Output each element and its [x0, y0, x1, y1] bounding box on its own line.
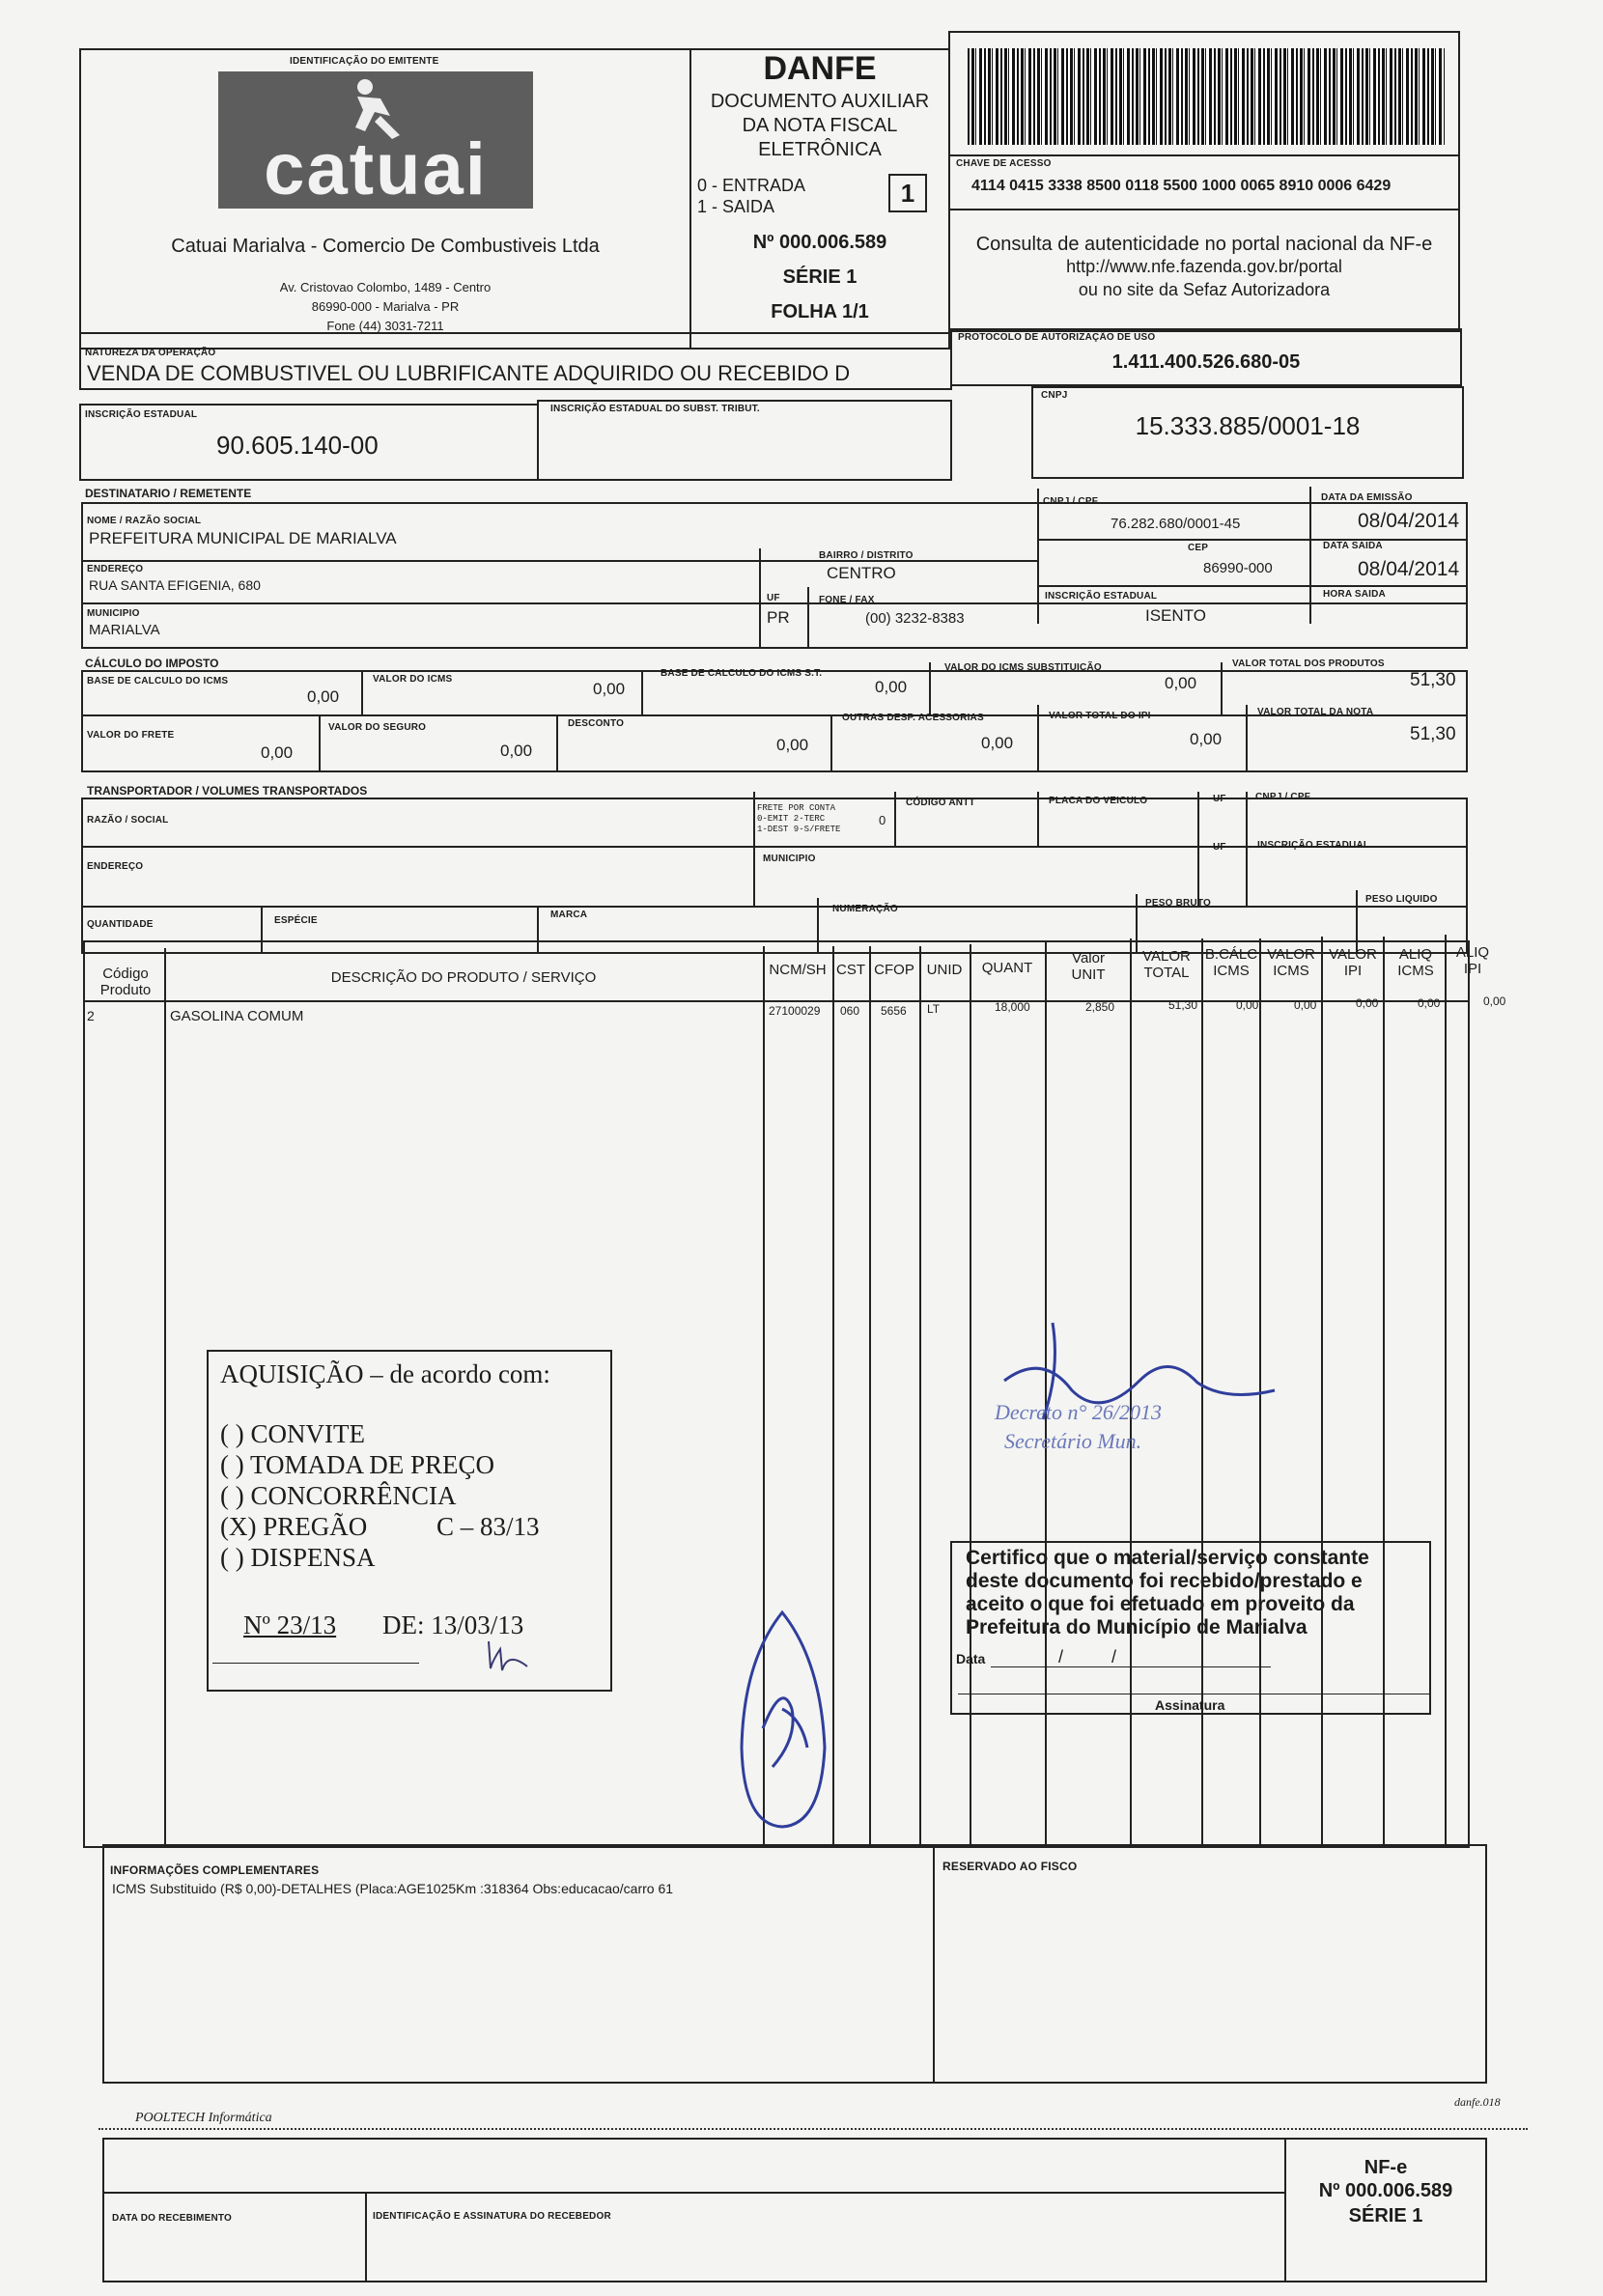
frete-line3: 1-DEST 9-S/FRETE	[757, 825, 841, 834]
th-cst: CST	[836, 962, 865, 978]
pooltech: POOLTECH Informática	[135, 2111, 272, 2125]
danfe-numero: Nº 000.006.589	[752, 232, 887, 253]
bc-icms-label: BASE DE CALCULO DO ICMS	[87, 676, 229, 686]
dest-nome: PREFEITURA MUNICIPAL DE MARIALVA	[89, 529, 397, 547]
fisco-label: RESERVADO AO FISCO	[942, 1860, 1078, 1873]
logo-text: catuai	[264, 128, 488, 210]
dest-bairro: CENTRO	[827, 564, 896, 582]
frete-line2: 0-EMIT 2-TERC	[757, 814, 826, 824]
icms: 0,00	[593, 680, 626, 698]
signature-oval-icon	[724, 1603, 840, 1834]
danfe-saida: 1 - SAIDA	[697, 197, 775, 216]
dotted-separator	[98, 2128, 1528, 2130]
emitente-fone: Fone (44) 3031-7211	[326, 319, 444, 333]
icms-label: VALOR DO ICMS	[373, 674, 453, 685]
qtd-label: QUANTIDADE	[87, 919, 154, 930]
desconto-label: DESCONTO	[568, 718, 625, 729]
frete-line1: FRETE POR CONTA	[757, 803, 836, 813]
cert-data-label: Data	[956, 1651, 986, 1666]
cell-vicms: 0,00	[1294, 998, 1317, 1012]
frete: 0,00	[261, 743, 294, 762]
natureza-value: VENDA DE COMBUSTIVEL OU LUBRIFICANTE ADQUIRIDO OU RECEBIDO D	[87, 361, 851, 385]
footer-numero: Nº 000.006.589	[1318, 2180, 1453, 2201]
dest-cnpj: 76.282.680/0001-45	[1111, 516, 1241, 532]
th-descricao: DESCRIÇÃO DO PRODUTO / SERVIÇO	[330, 969, 597, 986]
emitente-logo	[218, 71, 533, 209]
bc-icms: 0,00	[307, 687, 340, 706]
cnpj-emitente-label: CNPJ	[1041, 390, 1068, 401]
dest-cep: 86990-000	[1203, 560, 1273, 576]
recebimento-label: DATA DO RECEBIMENTO	[112, 2213, 232, 2224]
cell-ncm: 27100029	[769, 1004, 821, 1018]
dest-municipio: MARIALVA	[89, 622, 160, 638]
footer-nfe: NF-e	[1364, 2157, 1408, 2178]
cell-unid: LT	[927, 1002, 941, 1016]
frete-conta-value: 0	[879, 813, 886, 827]
danfe-title: DANFE	[763, 50, 877, 87]
cell-cfop: 5656	[881, 1004, 907, 1018]
liquido-label: PESO LIQUIDO	[1365, 894, 1438, 905]
inscricao-label: INSCRIÇÃO ESTADUAL	[85, 409, 198, 420]
dest-fone: (00) 3232-8383	[865, 610, 965, 627]
svg-text:Decreto n° 26/2013: Decreto n° 26/2013	[995, 1400, 1162, 1424]
barcode	[968, 48, 1445, 145]
cell-vunit: 2,850	[1085, 1000, 1115, 1014]
chave-consulta2: http://www.nfe.fazenda.gov.br/portal	[1066, 257, 1342, 276]
danfe-sub1: DOCUMENTO AUXILIAR	[710, 91, 930, 112]
stamp-opt4b: C – 83/13	[436, 1512, 540, 1541]
signature-scribble-icon	[985, 1313, 1294, 1477]
chave-consulta3: ou no site da Sefaz Autorizadora	[1078, 280, 1331, 299]
th-ncm: NCM/SH	[769, 962, 827, 978]
cell-cst: 060	[840, 1004, 860, 1018]
cell-aipi: 0,00	[1483, 994, 1506, 1008]
ipi-label: VALOR TOTAL DO IPI	[1049, 711, 1151, 721]
imposto-section: CÁLCULO DO IMPOSTO	[85, 657, 219, 670]
stamp-data: DE: 13/03/13	[382, 1610, 524, 1639]
natureza-label: NATUREZA DA OPERAÇÃO	[85, 348, 216, 358]
cert-line4: Prefeitura do Município de Marialva	[966, 1616, 1308, 1638]
th-vunit: Valor UNIT	[1071, 950, 1106, 983]
emitente-endereco: Av. Cristovao Colombo, 1489 - Centro	[279, 280, 492, 294]
cert-line2: deste documento foi recebido/prestado e	[966, 1570, 1363, 1592]
dest-fone-label: FONE / FAX	[819, 595, 875, 605]
cnpj-emitente-value: 15.333.885/0001-18	[1135, 411, 1361, 440]
danfe-tipo-box: 1	[888, 174, 927, 212]
seguro: 0,00	[500, 742, 533, 760]
dest-municipio-label: MUNICIPIO	[87, 608, 140, 619]
icms-st-label: VALOR DO ICMS SUBSTITUIÇÃO	[944, 662, 1102, 673]
total-nota: 51,30	[1410, 724, 1456, 744]
dest-cnpj-label: CNPJ / CPF	[1043, 496, 1099, 507]
antt-label: CÓDIGO ANTT	[906, 798, 975, 808]
chave-value: 4114 0415 3338 8500 0118 5500 1000 0065 8910 0006 6429	[971, 178, 1392, 194]
dest-bairro-label: BAIRRO / DISTRITO	[819, 550, 914, 561]
cell-vipi: 0,00	[1356, 996, 1379, 1010]
frete-conta	[757, 803, 840, 835]
stamp-opt5: ( ) DISPENSA	[220, 1543, 376, 1572]
stamp-rubrica-icon	[479, 1622, 537, 1680]
th-unid: UNID	[926, 962, 963, 978]
chave-label: CHAVE DE ACESSO	[956, 158, 1052, 169]
danfe-sub2: DA NOTA FISCAL	[742, 115, 898, 136]
certifico-stamp	[950, 1541, 1431, 1715]
marca-label: MARCA	[550, 910, 588, 920]
emitente-nome: Catuai Marialva - Comercio De Combustiveis Ltda	[171, 236, 600, 257]
cell-codigo: 2	[87, 1008, 95, 1023]
th-aicms: ALIQ ICMS	[1397, 946, 1434, 979]
stamp-opt4: (X) PREGÃO	[220, 1512, 368, 1541]
cell-quant: 18,000	[995, 1000, 1030, 1014]
dest-uf-label: UF	[767, 593, 780, 603]
th-vipi: VALOR IPI	[1329, 946, 1377, 979]
footer-serie: SÉRIE 1	[1348, 2205, 1423, 2226]
total-prod-label: VALOR TOTAL DOS PRODUTOS	[1232, 658, 1385, 669]
th-vtotal: VALOR TOTAL	[1142, 948, 1191, 981]
cell-bc: 0,00	[1236, 998, 1259, 1012]
transp-cnpj-label: CNPJ / CPF	[1255, 792, 1311, 802]
cert-line3: aceito o que foi efetuado em proveito da	[966, 1593, 1355, 1615]
transp-endereco-label: ENDEREÇO	[87, 861, 144, 872]
especie-label: ESPÉCIE	[274, 915, 318, 926]
stamp-opt3: ( ) CONCORRÊNCIA	[220, 1481, 457, 1510]
cell-aicms: 0,00	[1418, 996, 1441, 1010]
bc-st-label: BASE DE CALCULO DO ICMS S.T.	[661, 668, 823, 679]
dest-nome-label: NOME / RAZÃO SOCIAL	[87, 516, 202, 526]
seguro-label: VALOR DO SEGURO	[328, 722, 427, 733]
dest-emissao: 08/04/2014	[1358, 510, 1460, 532]
emitente-label: IDENTIFICAÇÃO DO EMITENTE	[290, 56, 439, 67]
dest-ie: ISENTO	[1145, 606, 1206, 625]
th-codigo: Código Produto	[99, 966, 152, 998]
destinatario-section: DESTINATARIO / REMETENTE	[85, 487, 252, 500]
identificacao-label: IDENTIFICAÇÃO E ASSINATURA DO RECEBEDOR	[373, 2211, 611, 2222]
danfe-sub3: ELETRÔNICA	[758, 139, 882, 160]
razao-label: RAZÃO / SOCIAL	[87, 815, 169, 826]
th-vicms: VALOR ICMS	[1267, 946, 1315, 979]
th-aipi: ALIQ IPI	[1455, 944, 1490, 977]
cert-line1: Certifico que o material/serviço constante	[966, 1547, 1369, 1569]
dest-hora-label: HORA SAIDA	[1323, 589, 1386, 600]
dest-uf: PR	[767, 608, 790, 627]
info-value: ICMS Substituido (R$ 0,00)-DETALHES (Placa:AGE1025Km :318364 Obs:educacao/carro 61	[112, 1881, 674, 1896]
desconto: 0,00	[776, 736, 809, 754]
placa-label: PLACA DO VEICULO	[1049, 796, 1148, 806]
dest-saida-label: DATA SAIDA	[1323, 541, 1383, 551]
bruto-label: PESO BRUTO	[1145, 898, 1211, 909]
aquisicao-stamp	[207, 1350, 612, 1692]
cert-assinatura: Assinatura	[1155, 1697, 1225, 1713]
danfe-folha: FOLHA 1/1	[771, 301, 869, 322]
icms-st: 0,00	[1165, 674, 1197, 692]
transp-municipio-label: MUNICIPIO	[763, 854, 816, 864]
th-quant: QUANT	[981, 960, 1033, 976]
total-nota-label: VALOR TOTAL DA NOTA	[1257, 707, 1374, 717]
transp-ie-label: INSCRIÇÃO ESTADUAL	[1257, 840, 1370, 851]
transp-uf2-label: UF	[1213, 842, 1226, 853]
svg-text:Secretário Mun.: Secretário Mun.	[1004, 1429, 1142, 1453]
th-bc: B.CÁLC ICMS	[1204, 946, 1258, 979]
dest-endereco-label: ENDEREÇO	[87, 564, 144, 574]
transportador-section: TRANSPORTADOR / VOLUMES TRANSPORTADOS	[87, 784, 368, 798]
recebimento-box	[102, 2138, 1487, 2282]
ipi: 0,00	[1190, 730, 1223, 748]
bc-st: 0,00	[875, 678, 908, 696]
inscricao-value: 90.605.140-00	[216, 431, 379, 460]
danfe-code: danfe.018	[1454, 2095, 1501, 2109]
emitente-cidade: 86990-000 - Marialva - PR	[311, 299, 460, 314]
stamp-opt2: ( ) TOMADA DE PREÇO	[220, 1450, 495, 1479]
stamp-numero: Nº 23/13	[243, 1610, 337, 1639]
dest-saida: 08/04/2014	[1358, 558, 1460, 580]
inscricao-st-label: INSCRIÇÃO ESTADUAL DO SUBST. TRIBUT.	[550, 404, 760, 414]
frete-label: VALOR DO FRETE	[87, 730, 175, 741]
dest-endereco: RUA SANTA EFIGENIA, 680	[89, 577, 261, 593]
dest-ie-label: INSCRIÇÃO ESTADUAL	[1045, 591, 1158, 602]
th-cfop: CFOP	[874, 962, 914, 978]
stamp-opt1: ( ) CONVITE	[220, 1419, 365, 1448]
outras: 0,00	[981, 734, 1014, 752]
stamp-title: AQUISIÇÃO – de acordo com:	[220, 1359, 550, 1388]
protocolo-value: 1.411.400.526.680-05	[1111, 351, 1301, 373]
outras-label: OUTRAS DESP. ACESSORIAS	[842, 713, 984, 723]
danfe-serie: SÉRIE 1	[782, 266, 858, 288]
dest-cep-label: CEP	[1188, 543, 1209, 553]
cert-data-slashes: / /	[1058, 1647, 1117, 1666]
chave-consulta1: Consulta de autenticidade no portal nacional da NF-e	[975, 234, 1433, 255]
total-prod: 51,30	[1410, 670, 1456, 690]
numeracao-label: NUMERAÇÃO	[832, 904, 898, 914]
cell-vtotal: 51,30	[1168, 998, 1198, 1012]
info-label: INFORMAÇÕES COMPLEMENTARES	[110, 1863, 320, 1877]
protocolo-label: PROTOCOLO DE AUTORIZAÇÃO DE USO	[958, 332, 1156, 343]
transp-uf-label: UF	[1213, 794, 1226, 804]
cell-descricao: GASOLINA COMUM	[170, 1008, 304, 1024]
dest-emissao-label: DATA DA EMISSÃO	[1321, 492, 1413, 503]
danfe-entrada: 0 - ENTRADA	[697, 176, 806, 195]
